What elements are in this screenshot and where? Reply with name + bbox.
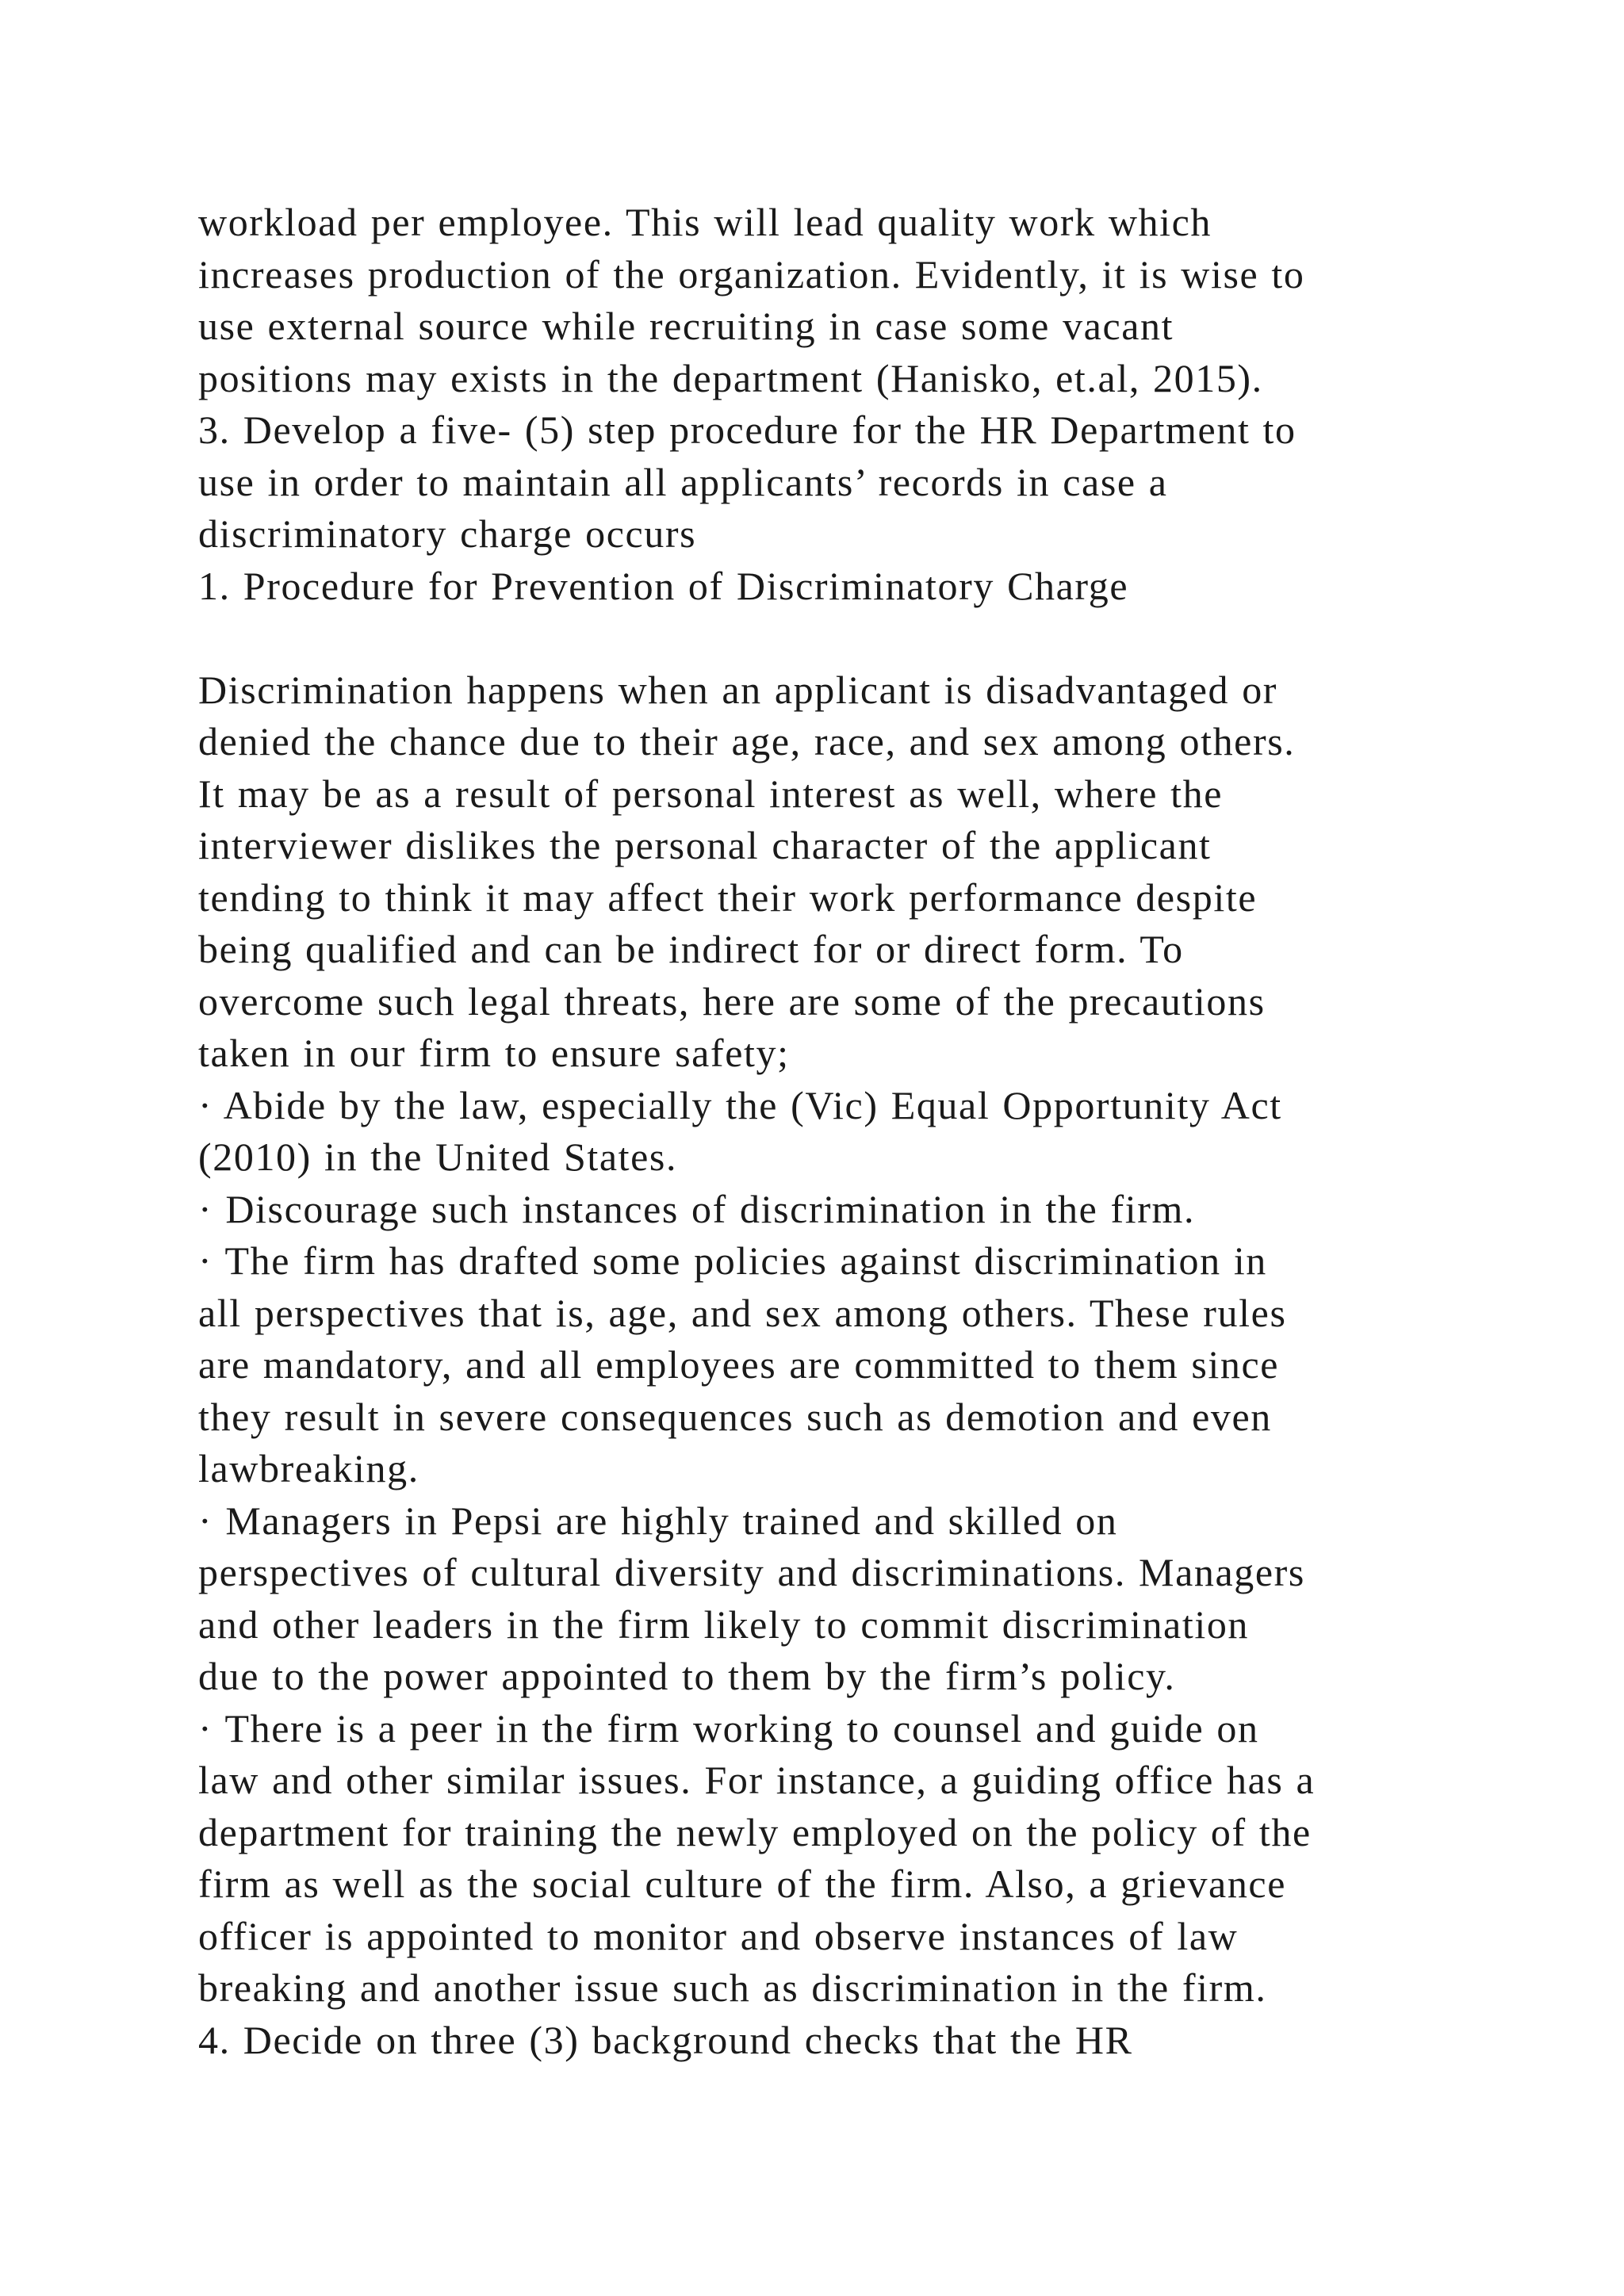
bullet-item-continued: due to the power appointed to them by the firm’s policy. [198,1654,1176,1698]
text-line: being qualified and can be indirect for or direct form. To [198,927,1184,971]
bullet-item-continued: and other leaders in the firm likely to commit discrimination [198,1601,1250,1647]
text-line: It may be as a result of personal interest as well, where the [198,771,1224,816]
text-line: tending to think it may affect their work performance despite [198,874,1258,920]
text-line: workload per employee. This will lead quality work which [198,200,1212,244]
bullet-item-continued: department for training the newly employed on the policy of the [198,1809,1312,1854]
text-line: positions may exists in the department (Hanisko, et.al, 2015). [198,355,1263,400]
question-heading: discriminatory charge occurs [198,511,697,556]
text-line: Discrimination happens when an applicant is disadvantaged or [198,667,1278,712]
section-heading: 1. Procedure for Prevention of Discriminatory Charge [198,563,1129,608]
bullet-item: · Managers in Pepsi are highly trained and skilled on [198,1498,1118,1543]
blank-line [198,612,1467,664]
bullet-item-continued: breaking and another issue such as discrimination in the firm. [198,1965,1267,2010]
bullet-item-continued: officer is appointed to monitor and observe instances of law [198,1913,1239,1958]
text-line: denied the chance due to their age, race, and sex among others. [198,719,1296,763]
document-body [198,197,1467,2066]
text-line: increases production of the organization. Evidently, it is wise to [198,251,1305,297]
bullet-item: · There is a peer in the firm working to counsel and guide on [198,1705,1259,1751]
bullet-item-continued: they result in severe consequences such as demotion and even [198,1394,1272,1439]
question-heading: 4. Decide on three (3) background checks that the HR [198,2017,1133,2062]
bullet-item-continued: firm as well as the social culture of the firm. Also, a grievance [198,1862,1287,1906]
text-line: use external source while recruiting in case some vacant [198,304,1174,348]
bullet-item-continued: (2010) in the United States. [198,1135,678,1179]
text-line: taken in our firm to ensure safety; [198,1031,790,1075]
bullet-item-continued: all perspectives that is, age, and sex among others. These rules [198,1290,1287,1335]
question-heading: use in order to maintain all applicants’ records in case a [198,459,1168,504]
bullet-item-continued: lawbreaking. [198,1446,419,1490]
text-line: overcome such legal threats, here are some of the precautions [198,978,1266,1024]
bullet-item: · The firm has drafted some policies against discrimination in [198,1238,1267,1283]
question-heading: 3. Develop a five- (5) step procedure for the HR Department to [198,408,1297,452]
bullet-item-continued: perspectives of cultural diversity and discriminations. Managers [198,1550,1305,1594]
bullet-item-continued: are mandatory, and all employees are committed to them since [198,1342,1280,1387]
bullet-item: · Abide by the law, especially the (Vic) Equal Opportunity Act [198,1082,1282,1127]
bullet-item: · Discourage such instances of discrimination in the firm. [198,1186,1196,1231]
bullet-item-continued: law and other similar issues. For instance, a guiding office has a [198,1758,1316,1802]
text-line: interviewer dislikes the personal character of the applicant [198,823,1212,867]
